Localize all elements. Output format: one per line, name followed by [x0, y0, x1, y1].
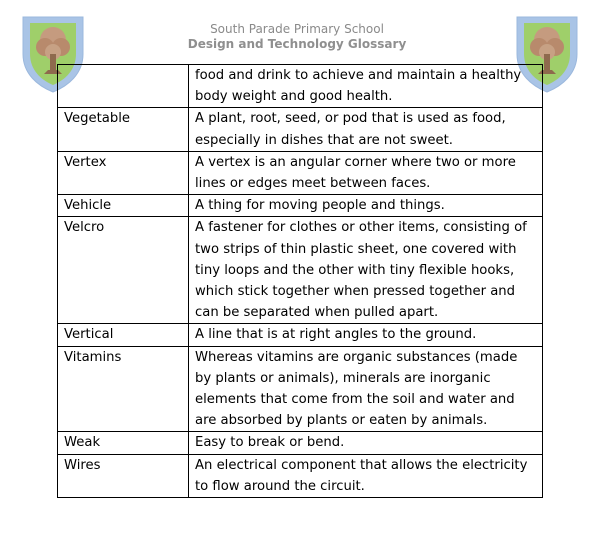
term-cell: Velcro	[58, 217, 189, 324]
definition-cell: A line that is at right angles to the ground.	[189, 324, 543, 346]
definition-cell: An electrical component that allows the electricity to flow around the circuit.	[189, 454, 543, 497]
page-header	[0, 22, 594, 52]
definition-cell: Whereas vitamins are organic substances (made by plants or animals), minerals are inorganic elements that come from the soil and water and are absorbed by plants or eaten by animals.	[189, 346, 543, 432]
glossary-title: Design and Technology Glossary	[187, 37, 407, 51]
table-row	[58, 151, 543, 194]
table-row	[58, 432, 543, 454]
term-cell: Vertical	[58, 324, 189, 346]
definition-cell: Easy to break or bend.	[189, 432, 543, 454]
term-cell: Vertex	[58, 151, 189, 194]
table-row	[58, 324, 543, 346]
table-row	[58, 217, 543, 324]
table-row	[58, 454, 543, 497]
table-row	[58, 346, 543, 432]
table-row	[58, 195, 543, 217]
definition-cell: A thing for moving people and things.	[189, 195, 543, 217]
definition-cell: A vertex is an angular corner where two or more lines or edges meet between faces.	[189, 151, 543, 194]
table-row	[58, 65, 543, 108]
term-cell: Vitamins	[58, 346, 189, 432]
term-cell: Weak	[58, 432, 189, 454]
table-row	[58, 108, 543, 151]
definition-cell: food and drink to achieve and maintain a healthy body weight and good health.	[189, 65, 543, 108]
term-cell: Vehicle	[58, 195, 189, 217]
definition-cell: A fastener for clothes or other items, consisting of two strips of thin plastic sheet, one covered with tiny loops and the other with tiny flexible hooks, which stick together when pressed together and can be separated when pulled apart.	[189, 217, 543, 324]
term-cell	[58, 65, 189, 108]
term-cell: Wires	[58, 454, 189, 497]
glossary-table	[57, 64, 543, 498]
glossary-body	[58, 65, 543, 498]
term-cell: Vegetable	[58, 108, 189, 151]
school-name: South Parade Primary School	[210, 22, 384, 36]
definition-cell: A plant, root, seed, or pod that is used as food, especially in dishes that are not sweet.	[189, 108, 543, 151]
